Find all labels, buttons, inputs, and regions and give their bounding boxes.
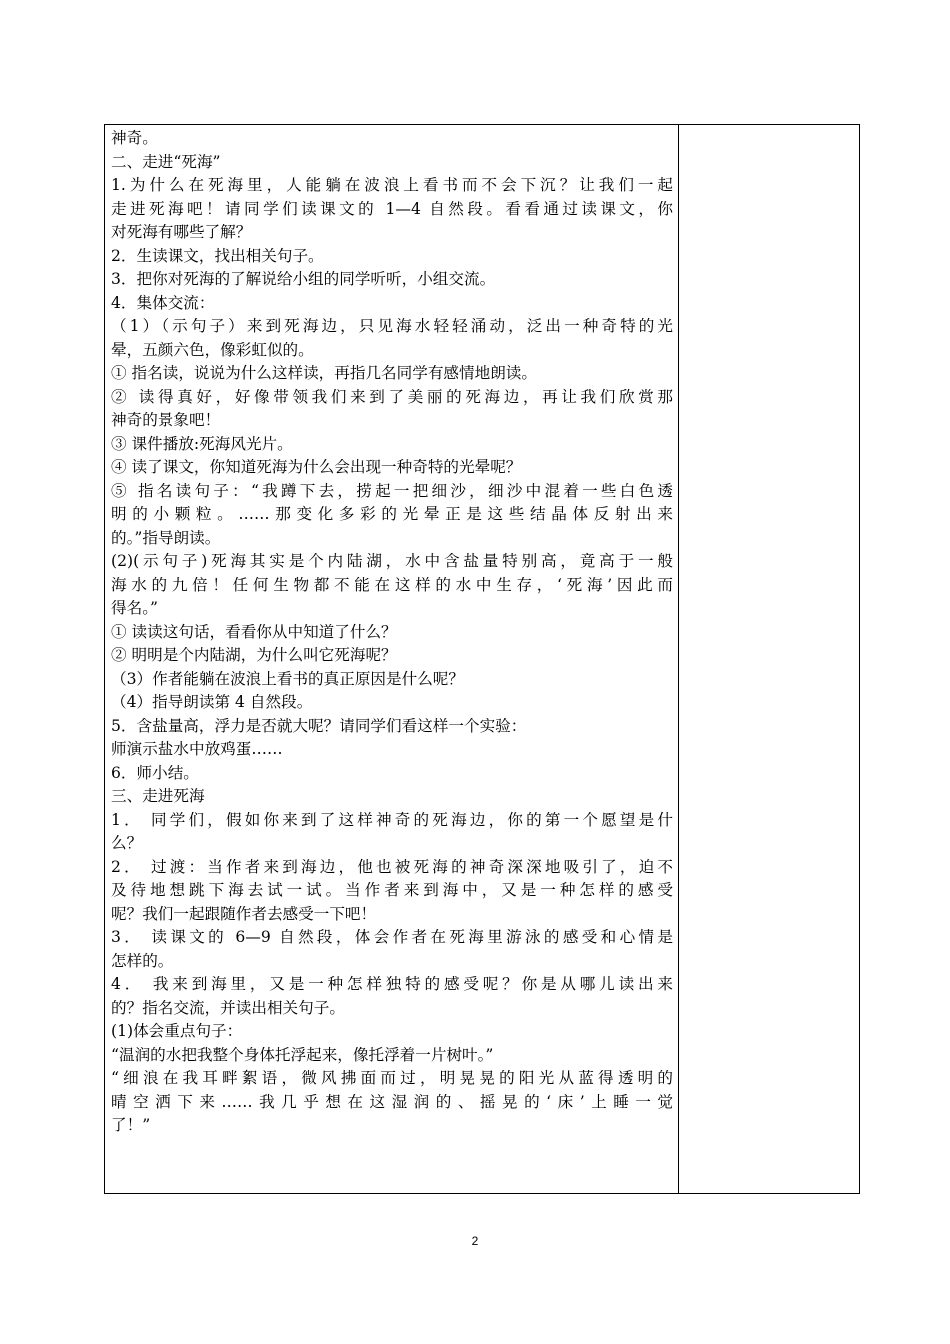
text-line: 及待地想跳下海去试一试。当作者来到海中，又是一种怎样的感受 xyxy=(111,881,673,899)
text-line: 二、走进“死海” xyxy=(111,152,221,171)
text-line: 5．含盐量高，浮力是否就大呢？请同学们看这样一个实验： xyxy=(111,716,527,735)
text-line: 1． 同学们，假如你来到了这样神奇的死海边，你的第一个愿望是什 xyxy=(111,810,673,829)
text-line: (1)体会重点句子： xyxy=(111,1022,243,1040)
text-line: 晕，五颜六色，像彩虹似的。 xyxy=(111,340,314,359)
text-line: 得名。” xyxy=(111,599,158,617)
text-line: ① 指名读，说说为什么这样读，再指几名同学有感情地朗读。 xyxy=(111,364,537,382)
text-line: 的？指名交流，并读出相关句子。 xyxy=(111,998,345,1017)
text-line: （4）指导朗读第 4 自然段。 xyxy=(111,693,313,711)
lesson-content-cell xyxy=(111,127,673,1138)
text-line: 2． 过渡：当作者来到海边，他也被死海的神奇深深地吸引了，迫不 xyxy=(111,857,673,876)
text-line: 2．生读课文，找出相关句子。 xyxy=(111,246,324,265)
text-line: 6．师小结。 xyxy=(111,763,199,782)
notes-cell xyxy=(679,125,859,1193)
text-line: 海水的九倍！任何生物都不能在这样的水中生存，‘死海’因此而 xyxy=(111,575,673,594)
text-line: 晴空洒下来……我几乎想在这湿润的、摇晃的‘床’上睡一觉 xyxy=(111,1092,673,1111)
text-line: 了！” xyxy=(111,1116,151,1134)
text-line: 呢？我们一起跟随作者去感受一下吧！ xyxy=(111,904,377,923)
text-line: 走进死海吧！请同学们读课文的 1—4 自然段。看看通过读课文，你 xyxy=(111,199,673,218)
text-line: 对死海有哪些了解？ xyxy=(111,223,252,241)
page-number: 2 xyxy=(471,1234,479,1248)
text-line: 明的小颗粒。……那变化多彩的光晕正是这些结晶体反射出来 xyxy=(111,505,673,523)
text-line: ③ 课件播放:死海风光片。 xyxy=(111,434,293,453)
text-line: “细浪在我耳畔絮语，微风拂面而过，明晃晃的阳光从蓝得透明的 xyxy=(111,1069,673,1087)
text-line: 4． 我来到海里，又是一种怎样独特的感受呢？你是从哪儿读出来 xyxy=(111,975,673,993)
text-line: 1.为什么在死海里，人能躺在波浪上看书而不会下沉？让我们一起 xyxy=(111,176,673,194)
text-line: 神奇。 xyxy=(111,129,158,147)
text-line: （3）作者能躺在波浪上看书的真正原因是什么呢？ xyxy=(111,669,464,688)
text-line: ② 明明是个内陆湖，为什么叫它死海呢？ xyxy=(111,646,397,664)
text-line: 4．集体交流： xyxy=(111,293,215,312)
text-line: 么？ xyxy=(111,834,143,852)
text-line: ⑤ 指名读句子：“我蹲下去，捞起一把细沙，细沙中混着一些白色透 xyxy=(111,481,673,500)
text-line: 三、走进死海 xyxy=(111,787,205,805)
text-line: （1）（示句子）来到死海边，只见海水轻轻涌动，泛出一种奇特的光 xyxy=(111,317,673,335)
lesson-table xyxy=(104,124,860,1194)
text-line: 神奇的景象吧！ xyxy=(111,411,221,429)
text-line: ① 读读这句话，看看你从中知道了什么？ xyxy=(111,622,397,641)
text-line: 3．把你对死海的了解说给小组的同学听听，小组交流。 xyxy=(111,270,496,288)
text-line: 师演示盐水中放鸡蛋…… xyxy=(111,740,283,758)
text-line: 怎样的。 xyxy=(111,951,174,970)
text-line: (2)(示句子)死海其实是个内陆湖，水中含盐量特别高，竟高于一般 xyxy=(111,552,673,570)
text-line: ④ 读了课文，你知道死海为什么会出现一种奇特的光晕呢？ xyxy=(111,458,522,476)
text-line: “温润的水把我整个身体托浮起来，像托浮着一片树叶。” xyxy=(111,1045,494,1064)
text-line: 的。”指导朗读。 xyxy=(111,528,221,547)
text-line: ② 读得真好，好像带领我们来到了美丽的死海边，再让我们欣赏那 xyxy=(111,387,673,406)
text-line: 3． 读课文的 6—9 自然段，体会作者在死海里游泳的感受和心情是 xyxy=(111,928,673,946)
